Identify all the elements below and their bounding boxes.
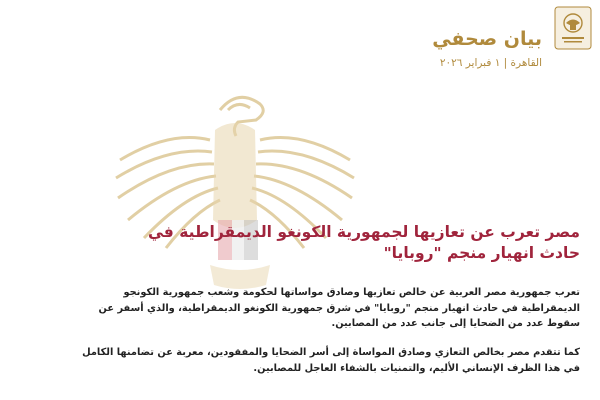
dateline: القاهرة | ١ فبراير ٢٠٢٦: [439, 57, 542, 69]
press-release-title: بيان صحفي: [432, 28, 542, 50]
headline-line: مصر تعرب عن تعازيها لجمهورية الكونغو الديمقراطية في: [148, 223, 580, 241]
body-paragraph-1: [20, 285, 580, 332]
paragraph-line: تعرب جمهورية مصر العربية عن خالص تعازيها وصادق مواساتها لحكومة وشعب جمهورية الكونجو: [123, 287, 580, 298]
ministry-logo-icon: [554, 6, 592, 50]
headline-line: حادث انهيار منجم "روبايا": [383, 244, 580, 262]
headline: [60, 222, 580, 264]
paragraph-line: كما تتقدم مصر بخالص التعازي وصادق المواساة إلى أسر الضحايا والمفقودين، معربة عن تضامنها الكامل: [82, 347, 580, 358]
body-paragraph-2: [20, 345, 580, 376]
paragraph-line: سقوط عدد من الضحايا إلى جانب عدد من المصابين.: [331, 318, 580, 329]
paragraph-line: في هذا الظرف الإنساني الأليم، والتمنيات بالشفاء العاجل للمصابين.: [253, 362, 580, 374]
paragraph-line: الديمقراطية في حادث انهيار منجم "روبايا" في شرق جمهورية الكونغو الديمقراطية، والذي أسفر عن: [98, 302, 580, 314]
eagle-watermark-icon: [100, 70, 370, 310]
